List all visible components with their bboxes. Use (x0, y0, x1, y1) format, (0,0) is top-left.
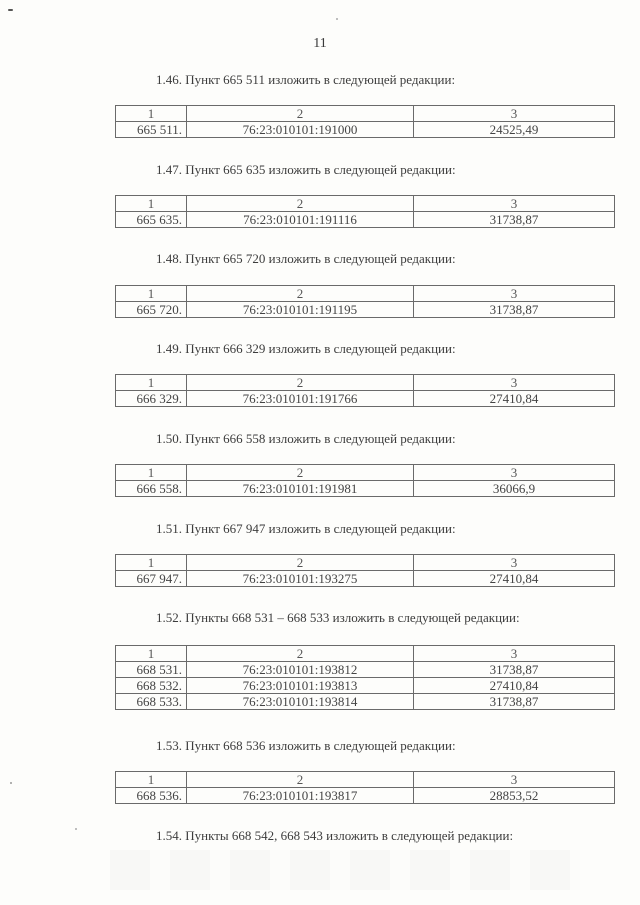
header-cell: 2 (187, 772, 414, 788)
scan-speck (8, 9, 13, 11)
value-cell: 31738,87 (414, 662, 615, 678)
cadastral-number-cell: 76:23:010101:193812 (187, 662, 414, 678)
header-cell: 1 (116, 646, 187, 662)
value-cell: 31738,87 (414, 302, 615, 318)
data-table (115, 645, 615, 710)
data-table (115, 554, 615, 587)
section-heading: 1.51. Пункт 667 947 изложить в следующей редакции: (156, 521, 456, 536)
item-number-cell: 666 558. (116, 481, 187, 497)
data-table (115, 105, 615, 138)
cadastral-number-cell: 76:23:010101:191766 (187, 391, 414, 407)
item-number-cell: 666 329. (116, 391, 187, 407)
value-cell: 36066,9 (414, 481, 615, 497)
section-heading: 1.50. Пункт 666 558 изложить в следующей редакции: (156, 431, 456, 446)
table-header-row (116, 772, 615, 788)
header-cell: 2 (187, 375, 414, 391)
header-cell: 2 (187, 646, 414, 662)
table-row (116, 212, 615, 228)
header-cell: 2 (187, 286, 414, 302)
cadastral-number-cell: 76:23:010101:193275 (187, 571, 414, 587)
section-heading: 1.47. Пункт 665 635 изложить в следующей редакции: (156, 162, 456, 177)
cadastral-number-cell: 76:23:010101:191000 (187, 122, 414, 138)
section-heading: 1.49. Пункт 666 329 изложить в следующей редакции: (156, 341, 456, 356)
item-number-cell: 668 532. (116, 678, 187, 694)
header-cell: 1 (116, 375, 187, 391)
header-cell: 2 (187, 555, 414, 571)
header-cell: 3 (414, 555, 615, 571)
table-header-row (116, 465, 615, 481)
scan-speck (10, 782, 12, 784)
section-heading: 1.46. Пункт 665 511 изложить в следующей редакции: (156, 72, 456, 87)
value-cell: 27410,84 (414, 571, 615, 587)
header-cell: 1 (116, 196, 187, 212)
table-header-row (116, 375, 615, 391)
table-row (116, 678, 615, 694)
table-header-row (116, 286, 615, 302)
header-cell: 2 (187, 196, 414, 212)
cadastral-number-cell: 76:23:010101:191981 (187, 481, 414, 497)
cadastral-number-cell: 76:23:010101:193817 (187, 788, 414, 804)
table-header-row (116, 646, 615, 662)
item-number-cell: 667 947. (116, 571, 187, 587)
header-cell: 3 (414, 772, 615, 788)
value-cell: 27410,84 (414, 678, 615, 694)
section-heading: 1.53. Пункт 668 536 изложить в следующей редакции: (156, 738, 456, 753)
header-cell: 2 (187, 465, 414, 481)
table-row (116, 122, 615, 138)
table-row (116, 391, 615, 407)
table-header-row (116, 196, 615, 212)
data-table (115, 464, 615, 497)
data-table (115, 195, 615, 228)
section-heading: 1.54. Пункты 668 542, 668 543 изложить в следующей редакции: (156, 828, 514, 843)
cadastral-number-cell: 76:23:010101:193814 (187, 694, 414, 710)
table-row (116, 662, 615, 678)
header-cell: 3 (414, 375, 615, 391)
scan-speck (336, 18, 338, 20)
item-number-cell: 665 511. (116, 122, 187, 138)
item-number-cell: 668 531. (116, 662, 187, 678)
section-heading: 1.48. Пункт 665 720 изложить в следующей редакции: (156, 251, 456, 266)
table-row (116, 788, 615, 804)
cadastral-number-cell: 76:23:010101:191116 (187, 212, 414, 228)
item-number-cell: 665 720. (116, 302, 187, 318)
header-cell: 3 (414, 465, 615, 481)
value-cell: 27410,84 (414, 391, 615, 407)
header-cell: 2 (187, 106, 414, 122)
value-cell: 28853,52 (414, 788, 615, 804)
header-cell: 3 (414, 106, 615, 122)
header-cell: 3 (414, 286, 615, 302)
faded-table-remnant (110, 850, 580, 890)
header-cell: 1 (116, 106, 187, 122)
header-cell: 3 (414, 196, 615, 212)
table-header-row (116, 106, 615, 122)
header-cell: 1 (116, 286, 187, 302)
page-number: 11 (313, 36, 327, 51)
value-cell: 24525,49 (414, 122, 615, 138)
value-cell: 31738,87 (414, 212, 615, 228)
table-row (116, 481, 615, 497)
header-cell: 3 (414, 646, 615, 662)
value-cell: 31738,87 (414, 694, 615, 710)
table-row (116, 694, 615, 710)
scan-speck (75, 828, 77, 830)
item-number-cell: 665 635. (116, 212, 187, 228)
table-row (116, 302, 615, 318)
table-header-row (116, 555, 615, 571)
data-table (115, 374, 615, 407)
header-cell: 1 (116, 465, 187, 481)
section-heading: 1.52. Пункты 668 531 – 668 533 изложить в следующей редакции: (156, 610, 520, 625)
cadastral-number-cell: 76:23:010101:193813 (187, 678, 414, 694)
item-number-cell: 668 533. (116, 694, 187, 710)
table-row (116, 571, 615, 587)
header-cell: 1 (116, 772, 187, 788)
data-table (115, 285, 615, 318)
header-cell: 1 (116, 555, 187, 571)
data-table (115, 771, 615, 804)
cadastral-number-cell: 76:23:010101:191195 (187, 302, 414, 318)
item-number-cell: 668 536. (116, 788, 187, 804)
